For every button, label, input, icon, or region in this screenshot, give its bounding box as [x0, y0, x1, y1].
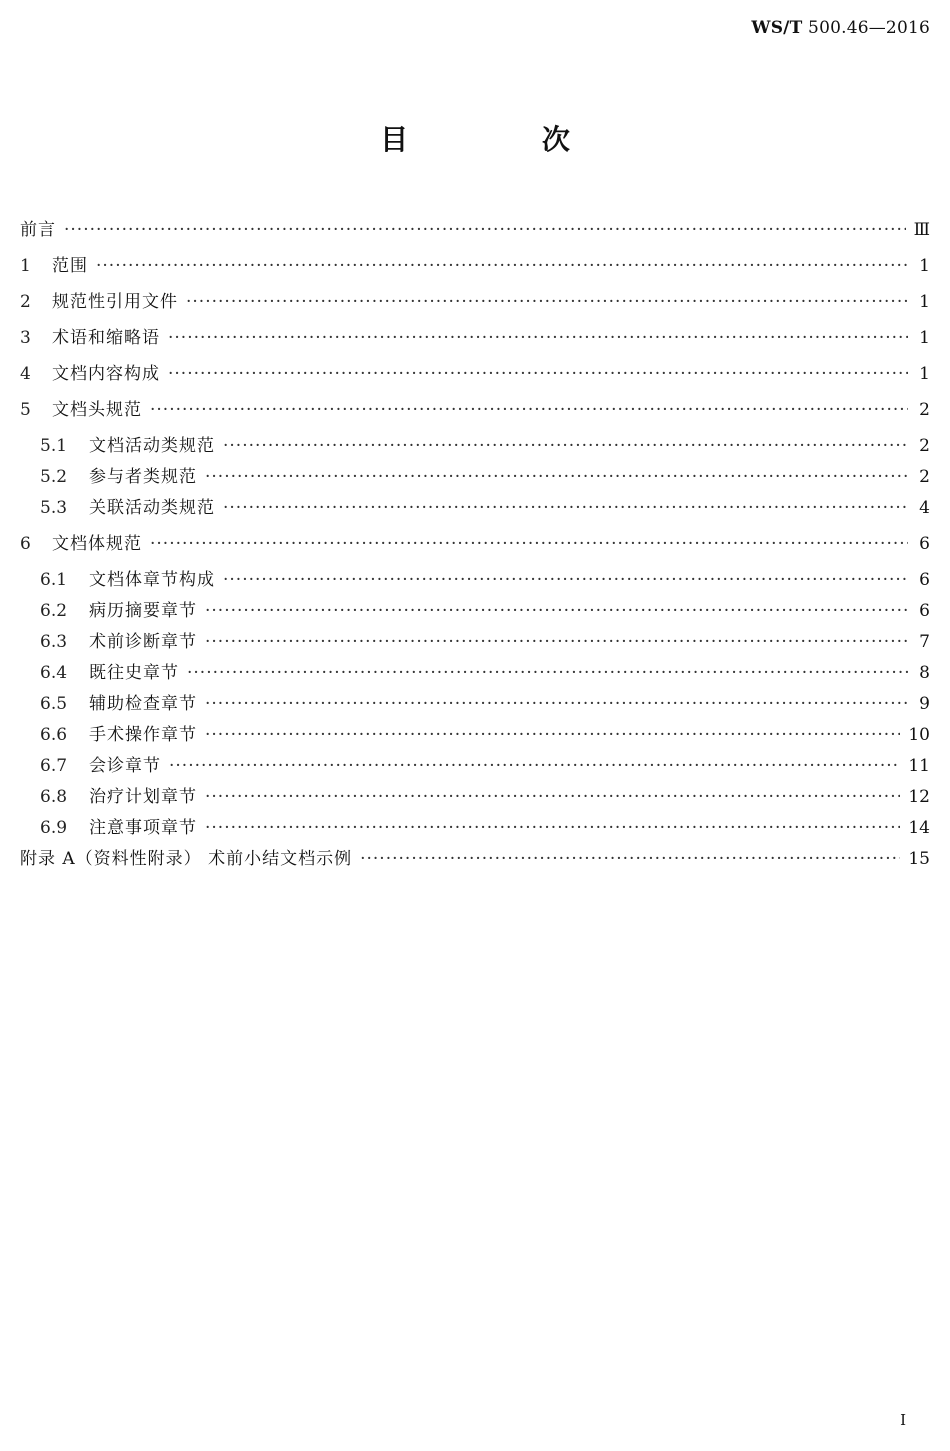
- toc-entry-title: 既往史章节: [89, 663, 179, 683]
- toc-entry-title: 文档活动类规范: [89, 436, 215, 456]
- toc-page-number: 7: [919, 632, 930, 652]
- toc-entry-3[interactable]: [20, 323, 930, 359]
- toc-section-number: 3: [20, 328, 31, 348]
- page-title: 目 次: [380, 123, 632, 156]
- toc-dot-leader: [187, 658, 908, 689]
- toc-page-number: 2: [919, 436, 930, 456]
- toc-dot-leader: [64, 215, 906, 246]
- standard-code-number: 500.46—2016: [808, 18, 930, 38]
- toc-section-number: 2: [20, 292, 31, 312]
- toc-page-number: Ⅲ: [913, 220, 930, 240]
- toc-section-number: 1: [20, 256, 31, 276]
- toc-page-number: 2: [919, 400, 930, 420]
- toc-entry-5-3[interactable]: [20, 493, 930, 529]
- toc-section-number: 6.6: [40, 725, 68, 745]
- toc-entry-1[interactable]: [20, 251, 930, 287]
- page-number: I: [900, 1411, 906, 1429]
- toc-dot-leader: [223, 493, 908, 524]
- toc-entry-5[interactable]: [20, 395, 930, 431]
- toc-section-number: 6.1: [40, 570, 68, 590]
- toc-dot-leader: [168, 359, 908, 390]
- toc-entry-6[interactable]: [20, 529, 930, 565]
- toc-entry-title: 文档头规范: [52, 400, 142, 420]
- toc-dot-leader: [150, 529, 908, 560]
- toc-page-number: 15: [908, 849, 930, 869]
- toc-page-number: 6: [919, 534, 930, 554]
- toc-dot-leader: [205, 596, 908, 627]
- toc-dot-leader: [205, 627, 908, 658]
- toc-dot-leader: [150, 395, 908, 426]
- toc-section-number: 5.2: [40, 467, 68, 487]
- toc-section-number: 6: [20, 534, 31, 554]
- toc-section-number: 6.3: [40, 632, 68, 652]
- toc-entry-title: 文档内容构成: [52, 364, 160, 384]
- toc-entry-6-2[interactable]: [20, 596, 930, 627]
- standard-code-prefix: WS/T: [751, 18, 803, 38]
- toc-entry-5-1[interactable]: [20, 431, 930, 462]
- toc-entry-title: 治疗计划章节: [89, 787, 197, 807]
- toc-entry-6-3[interactable]: [20, 627, 930, 658]
- toc-entry-title: 病历摘要章节: [89, 601, 197, 621]
- toc-entry-title: 规范性引用文件: [52, 292, 178, 312]
- toc-entry-6-7[interactable]: [20, 751, 930, 782]
- toc-entry-title: 注意事项章节: [89, 818, 197, 838]
- toc-entry-title: 术前诊断章节: [89, 632, 197, 652]
- toc-entry-title: 文档体章节构成: [89, 570, 215, 590]
- toc-entry-title: 参与者类规范: [89, 467, 197, 487]
- toc-dot-leader: [168, 323, 908, 354]
- toc-page-number: 8: [919, 663, 930, 683]
- toc-entry-6-4[interactable]: [20, 658, 930, 689]
- toc-entry-title: 辅助检查章节: [89, 694, 197, 714]
- toc-entry-title: 文档体规范: [52, 534, 142, 554]
- toc-entry-title: 关联活动类规范: [89, 498, 215, 518]
- toc-page-number: 2: [919, 467, 930, 487]
- toc-entry-title: 手术操作章节: [89, 725, 197, 745]
- toc-page-number: 1: [919, 328, 930, 348]
- toc-page-number: 6: [919, 570, 930, 590]
- toc-dot-leader: [186, 287, 908, 318]
- toc-entry-5-2[interactable]: [20, 462, 930, 493]
- table-of-contents: [20, 215, 930, 875]
- toc-entry-4[interactable]: [20, 359, 930, 395]
- toc-page-number: 11: [908, 756, 930, 776]
- toc-section-number: 5.1: [40, 436, 68, 456]
- toc-entry-title: 前言: [20, 220, 56, 240]
- toc-dot-leader: [223, 565, 908, 596]
- toc-section-number: 5: [20, 400, 31, 420]
- standard-code: [751, 18, 930, 38]
- toc-page-number: 4: [919, 498, 930, 518]
- toc-section-number: 6.4: [40, 663, 68, 683]
- toc-section-number: 5.3: [40, 498, 68, 518]
- toc-section-number: 6.2: [40, 601, 68, 621]
- toc-page-number: 9: [919, 694, 930, 714]
- toc-section-number: 4: [20, 364, 31, 384]
- toc-entry-6-8[interactable]: [20, 782, 930, 813]
- toc-entry-title: 范围: [52, 256, 88, 276]
- toc-dot-leader: [169, 751, 900, 782]
- toc-entry-2[interactable]: [20, 287, 930, 323]
- toc-section-number: 6.9: [40, 818, 68, 838]
- toc-page-number: 10: [908, 725, 930, 745]
- toc-page-number: 12: [908, 787, 930, 807]
- toc-entry-6-9[interactable]: [20, 813, 930, 844]
- toc-dot-leader: [360, 844, 900, 875]
- toc-page-number: 1: [919, 364, 930, 384]
- toc-entry-title: 附录 A（资料性附录） 术前小结文档示例: [20, 849, 353, 869]
- toc-entry-foreword[interactable]: [20, 215, 930, 251]
- toc-section-number: 6.7: [40, 756, 68, 776]
- toc-dot-leader: [205, 813, 900, 844]
- toc-page-number: 1: [919, 256, 930, 276]
- toc-entry-appendix-a[interactable]: [20, 844, 930, 875]
- toc-dot-leader: [205, 782, 900, 813]
- toc-entry-6-1[interactable]: [20, 565, 930, 596]
- toc-entry-6-6[interactable]: [20, 720, 930, 751]
- toc-dot-leader: [205, 720, 900, 751]
- toc-page-number: 1: [919, 292, 930, 312]
- toc-page-number: 6: [919, 601, 930, 621]
- toc-dot-leader: [205, 462, 908, 493]
- toc-page-number: 14: [908, 818, 930, 838]
- toc-section-number: 6.8: [40, 787, 68, 807]
- toc-dot-leader: [205, 689, 908, 720]
- toc-entry-title: 会诊章节: [89, 756, 161, 776]
- toc-entry-6-5[interactable]: [20, 689, 930, 720]
- toc-dot-leader: [96, 251, 908, 282]
- toc-dot-leader: [223, 431, 908, 462]
- toc-entry-title: 术语和缩略语: [52, 328, 160, 348]
- toc-section-number: 6.5: [40, 694, 68, 714]
